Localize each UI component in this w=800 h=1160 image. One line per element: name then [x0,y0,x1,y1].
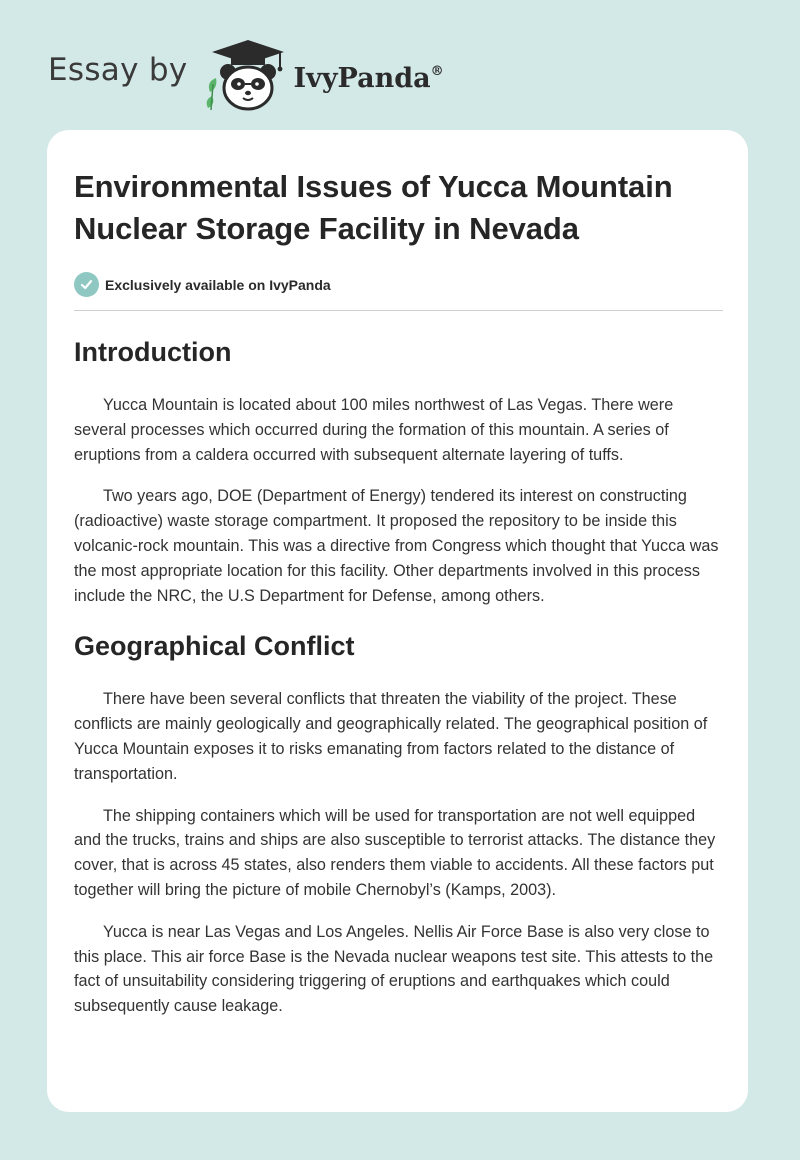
section-heading: Introduction [74,337,232,367]
essay-by-label: Essay by [48,52,188,88]
paragraph: Two years ago, DOE (Department of Energy) tendered its interest on constructing (radioactive) waste storage compartment. It proposed the repository to be inside this volcanic-rock mountain. This was a directive from Congress which thought that Yucca was the most appropriate location for this facility. Other departments involved in this process include the NRC, the U.S Department for Defense, among others. [74,487,719,605]
title-divider [74,310,723,311]
brand-text: IvyPanda [293,62,431,94]
essay-content [74,166,724,1019]
brand-name[interactable] [294,63,444,94]
exclusive-badge [74,272,724,297]
registered-mark: ® [430,63,444,79]
section-heading: Geographical Conflict [74,631,355,662]
essay-card [47,130,748,1112]
paragraph: The shipping containers which will be used for transportation are not well equipped and the trucks, trains and ships are also susceptible to terrorist attacks. The distance they cover, that is across 45 states, also renders them viable to accidents. All these factors put together will bring the picture of mobile Chernobyl’s (Kamps, 2003). [74,806,716,899]
page-title: Environmental Issues of Yucca Mountain Nuclear Storage Facility in Nevada [74,169,673,246]
paragraph: Yucca Mountain is located about 100 miles northwest of Las Vegas. There were several processes which occurred during the formation of this mountain. A series of eruptions from a caldera occurred with subsequent alternate layering of tuffs. [74,396,674,464]
panda-graduate-icon[interactable] [198,34,298,114]
paragraph: Yucca is near Las Vegas and Los Angeles. Nellis Air Force Base is also very close to this place. This air force Base is the Nevada nuclear weapons test site. This attests to the fact of unsuitability considering triggering of eruptions and earthquakes which could subsequently cause leakage. [74,922,714,1016]
exclusive-badge-label: Exclusively available on IvyPanda [105,276,331,293]
site-header [48,34,444,114]
paragraph: There have been several conflicts that threaten the viability of the project. These conflicts are mainly geologically and geographically related. The geographical position of Yucca Mountain exposes it to risks emanating from factors related to the distance of transportation. [74,690,708,783]
check-circle-icon [74,272,99,297]
